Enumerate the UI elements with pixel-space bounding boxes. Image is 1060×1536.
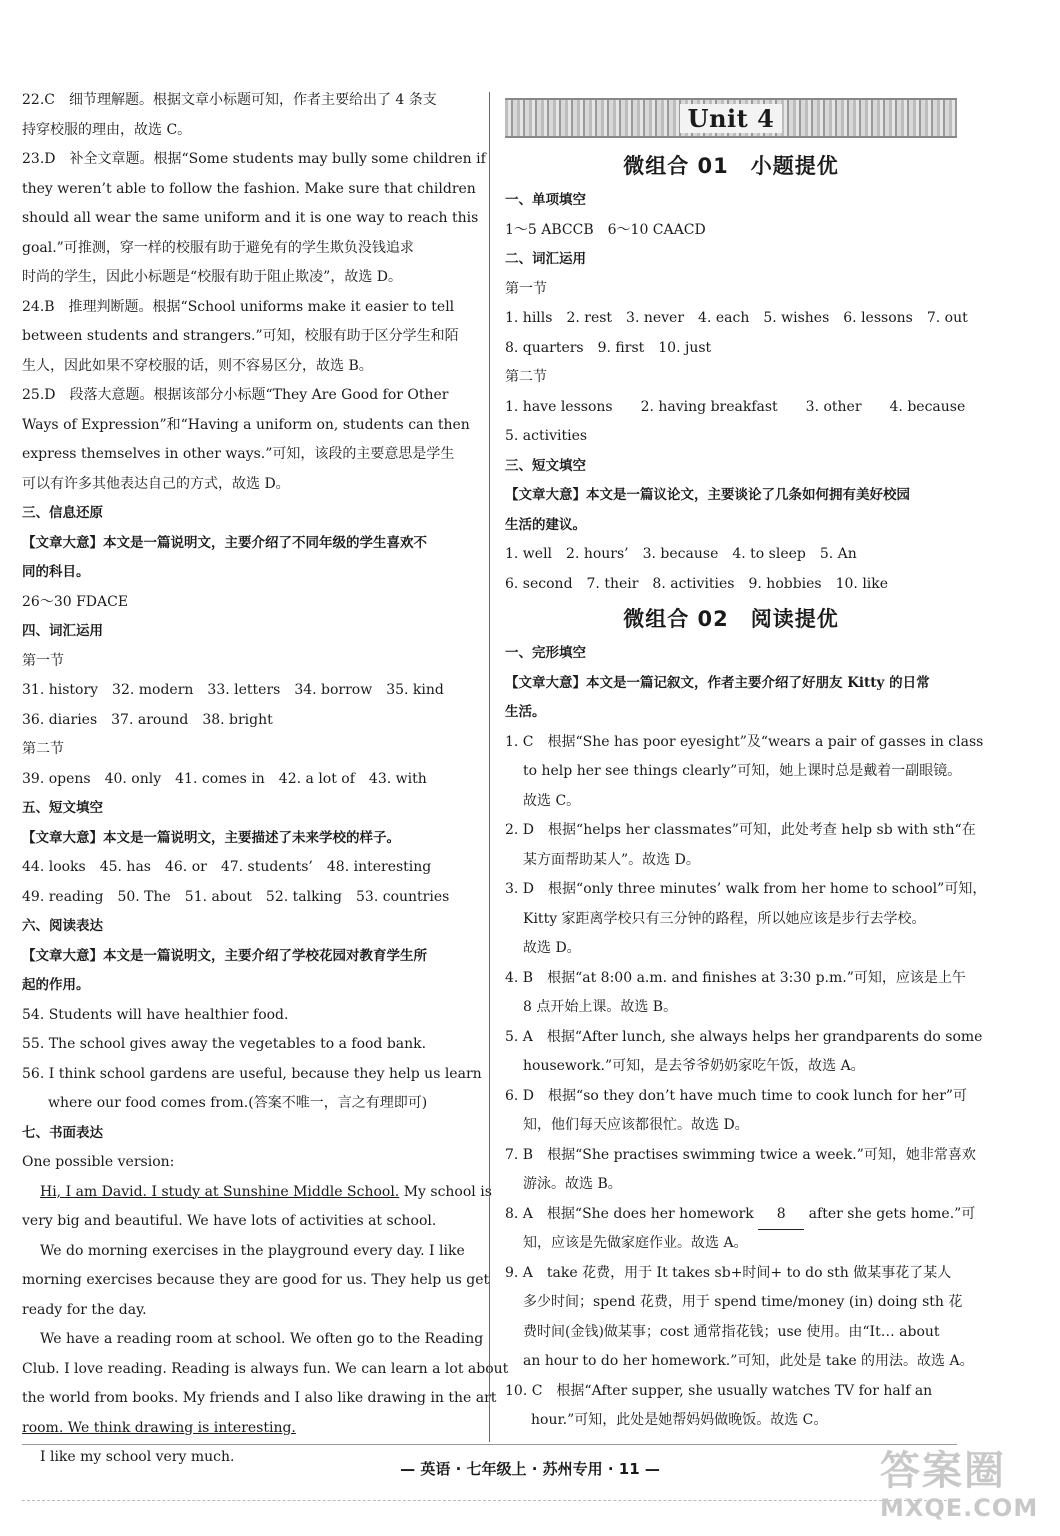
watermark-bottom: MXQE.COM bbox=[880, 1494, 1039, 1522]
section-group-title: 微组合 02 阅读提优 bbox=[623, 607, 839, 631]
text-line: morning exercises because they are good for us. They help us get bbox=[22, 1272, 490, 1288]
footer-dashed-rule bbox=[22, 1500, 957, 1501]
text-line: Club. I love reading. Reading is always fun. We can learn a lot about bbox=[22, 1360, 509, 1377]
text-line: 5. A 根据“After lunch, she always helps her grandparents do some bbox=[505, 1028, 983, 1045]
text-line: I like my school very much. bbox=[40, 1449, 235, 1465]
text-line: the world from books. My friends and I also like drawing in the art bbox=[22, 1390, 497, 1406]
text-line: 1. C 根据“She has poor eyesight”及“wears a pair of gasses in class bbox=[505, 733, 984, 750]
section-heading: 一、完形填空 bbox=[505, 645, 586, 661]
text-line: they weren’t able to follow the fashion. Make sure that children bbox=[22, 180, 476, 197]
text-line: housework.”可知，是去爷爷奶奶家吃午饭，故选 A。 bbox=[523, 1058, 865, 1074]
text-line: We do morning exercises in the playground every day. I like bbox=[40, 1242, 465, 1259]
text-line: 第二节 bbox=[505, 369, 547, 385]
section-group-title: 微组合 01 小题提优 bbox=[623, 154, 839, 178]
text-line: 6. second 7. their 8. activities 9. hobbies 10. like bbox=[505, 575, 889, 592]
section-heading: 一、单项填空 bbox=[505, 192, 586, 208]
article-summary-line: 【文章大意】本文是一篇说明文，主要介绍了学校花园对教育学生所 bbox=[22, 947, 427, 964]
watermark-logo bbox=[880, 1448, 1050, 1528]
text-line: where our food comes from.(答案不唯一，言之有理即可) bbox=[48, 1095, 428, 1111]
watermark-top: 答案圈 bbox=[880, 1448, 1006, 1494]
underlined-sentence: room. We think drawing is interesting. bbox=[22, 1419, 296, 1436]
article-summary-line: 【文章大意】本文是一篇说明文，主要介绍了不同年级的学生喜欢不 bbox=[22, 534, 427, 551]
text-line: 7. B 根据“She practises swimming twice a week.”可知，她非常喜欢 bbox=[505, 1146, 976, 1163]
text-line: 55. The school gives away the vegetables to a food bank. bbox=[22, 1036, 427, 1052]
text-line: 知，应该是先做家庭作业。故选 A。 bbox=[523, 1235, 748, 1251]
article-summary-line: 【文章大意】本文是一篇记叙文，作者主要介绍了好朋友 Kitty 的日常 bbox=[505, 674, 930, 691]
text-line: 3. D 根据“only three minutes’ walk from her home to school”可知， bbox=[505, 881, 987, 897]
article-summary-line: 生活的建议。 bbox=[505, 516, 586, 533]
text-line: 36. diaries 37. around 38. bright bbox=[22, 711, 273, 728]
text-line: 第二节 bbox=[22, 741, 64, 757]
text-line: 2. D 根据“helps her classmates”可知，此处考查 help sb with sth“在 bbox=[505, 822, 976, 838]
text-line: 持穿校服的理由，故选 C。 bbox=[22, 121, 192, 138]
text-line: 故选 D。 bbox=[523, 940, 581, 956]
text-line: 44. looks 45. has 46. or 47. students’ 48. interesting bbox=[22, 859, 432, 875]
text-line: 56. I think school gardens are useful, because they help us learn bbox=[22, 1065, 482, 1082]
text-line: between students and strangers.”可知，校服有助于区分学生和陌 bbox=[22, 328, 459, 344]
section-heading: 三、信息还原 bbox=[22, 505, 103, 521]
text-line: to help her see things clearly”可知，她上课时总是戴着一副眼镜。 bbox=[523, 763, 962, 779]
text-line: 5. activities bbox=[505, 428, 588, 444]
text-line: 第一节 bbox=[22, 652, 64, 669]
text-line: 1. hills 2. rest 3. never 4. each 5. wishes 6. lessons 7. out bbox=[505, 310, 968, 326]
article-summary-line: 【文章大意】本文是一篇议论文，主要谈论了几条如何拥有美好校园 bbox=[505, 487, 910, 503]
text-line: 22.C 细节理解题。根据文章小标题可知，作者主要给出了 4 条支 bbox=[22, 92, 437, 108]
unit-banner bbox=[505, 98, 957, 138]
column-divider bbox=[489, 92, 490, 1442]
article-summary-line: 同的科目。 bbox=[22, 564, 90, 580]
footer-rule bbox=[22, 1444, 957, 1445]
article-summary-line: 生活。 bbox=[505, 704, 546, 720]
page-footer: — 英语 · 七年级上 · 苏州专用 · 11 — bbox=[400, 1460, 660, 1478]
article-summary-line: 起的作用。 bbox=[22, 977, 90, 993]
text-line: 25.D 段落大意题。根据该部分小标题“They Are Good for Other bbox=[22, 387, 449, 403]
text-line: 1. well 2. hours’ 3. because 4. to sleep 5. An bbox=[505, 546, 857, 562]
right-lines bbox=[505, 146, 987, 1436]
text-line: 6. D 根据“so they don’t have much time to cook lunch for her”可 bbox=[505, 1087, 968, 1104]
text-line: 知，他们每天应该都很忙。故选 D。 bbox=[523, 1117, 749, 1133]
text-line: 23.D 补全文章题。根据“Some students may bully some children if bbox=[22, 151, 486, 167]
text-line: an hour to do her homework.”可知，此处是 take 的用法。故选 A。 bbox=[523, 1353, 974, 1369]
text-line: 多少时间；spend 花费，用于 spend time/money (in) doing sth 花 bbox=[523, 1294, 963, 1310]
text-line: We have a reading room at school. We often go to the Reading bbox=[40, 1331, 484, 1347]
text-line: 时尚的学生，因此小标题是“校服有助于阻止欺凌”，故选 D。 bbox=[22, 269, 402, 285]
text-line: Ways of Expression”和“Having a uniform on, students can then bbox=[22, 416, 470, 433]
text-line: 9. A take 花费，用于 It takes sb+时间+ to do sth 做某事花了某人 bbox=[505, 1264, 952, 1281]
text-line: 39. opens 40. only 41. comes in 42. a lot of 43. with bbox=[22, 770, 427, 787]
text-line: 8. quarters 9. first 10. just bbox=[505, 339, 712, 356]
text-line: 生人，因此如果不穿校服的话，则不容易区分，故选 B。 bbox=[22, 357, 373, 374]
text-line: 某方面帮助某人”。故选 D。 bbox=[523, 851, 700, 868]
section-heading: 二、词汇运用 bbox=[505, 251, 586, 267]
text-line: 54. Students will have healthier food. bbox=[22, 1006, 289, 1023]
text-line: 故选 C。 bbox=[523, 792, 581, 809]
text-line: express themselves in other ways.”可知，该段的主要意思是学生 bbox=[22, 446, 455, 462]
text-line: 24.B 推理判断题。根据“School uniforms make it easier to tell bbox=[22, 298, 455, 315]
text-line: 4. B 根据“at 8:00 a.m. and finishes at 3:30 p.m.”可知，应该是上午 bbox=[505, 969, 966, 986]
underlined-sentence: Hi, I am David. I study at Sunshine Middle School. bbox=[40, 1183, 400, 1200]
text-line: 1. have lessons 2. having breakfast 3. other 4. because bbox=[505, 398, 966, 415]
text-line: 26～30 FDACE bbox=[22, 593, 129, 610]
section-heading: 六、阅读表达 bbox=[22, 918, 103, 934]
text-line: hour.”可知，此处是她帮妈妈做晚饭。故选 C。 bbox=[531, 1412, 828, 1428]
text-line: 8. A 根据“She does her homework 8 after she gets home.”可 bbox=[505, 1200, 957, 1230]
left-column bbox=[22, 86, 509, 1473]
section-heading: 四、词汇运用 bbox=[22, 623, 103, 639]
text-line: 费时间(金钱)做某事；cost 通常指花钱；use 使用。由“It… about bbox=[523, 1323, 940, 1340]
text-line: should all wear the same uniform and it is one way to reach this bbox=[22, 210, 479, 226]
text-line: 10. C 根据“After supper, she usually watches TV for half an bbox=[505, 1382, 933, 1399]
section-heading: 三、短文填空 bbox=[505, 457, 586, 474]
text-line: 49. reading 50. The 51. about 52. talking 53. countries bbox=[22, 888, 450, 905]
text-line: 第一节 bbox=[505, 280, 547, 297]
text-line: Kitty 家距离学校只有三分钟的路程，所以她应该是步行去学校。 bbox=[523, 910, 926, 927]
cloze-blank: 8 bbox=[758, 1200, 804, 1231]
right-column bbox=[505, 86, 987, 1436]
section-heading: 七、书面表达 bbox=[22, 1124, 103, 1141]
article-summary-line: 【文章大意】本文是一篇说明文，主要描述了未来学校的样子。 bbox=[22, 829, 400, 846]
text-line: 游泳。故选 B。 bbox=[523, 1176, 622, 1192]
text-line: 可以有许多其他表达自己的方式，故选 D。 bbox=[22, 475, 290, 492]
text-line bbox=[22, 1414, 474, 1444]
text-line: Hi, I am David. I study at Sunshine Middle School. My school is bbox=[40, 1183, 492, 1200]
text-line: ready for the day. bbox=[22, 1301, 147, 1318]
text-line: 31. history 32. modern 33. letters 34. borrow 35. kind bbox=[22, 682, 444, 698]
text-line: 1～5 ABCCB 6～10 CAACD bbox=[505, 221, 706, 238]
text-line: goal.”可推测，穿一样的校服有助于避免有的学生欺负没钱追求 bbox=[22, 239, 414, 256]
text-line: One possible version: bbox=[22, 1154, 175, 1170]
unit-title: Unit 4 bbox=[680, 104, 783, 133]
text-line: very big and beautiful. We have lots of activities at school. bbox=[22, 1213, 437, 1229]
section-heading: 五、短文填空 bbox=[22, 800, 103, 816]
text-line: 8 点开始上课。故选 B。 bbox=[523, 999, 678, 1015]
